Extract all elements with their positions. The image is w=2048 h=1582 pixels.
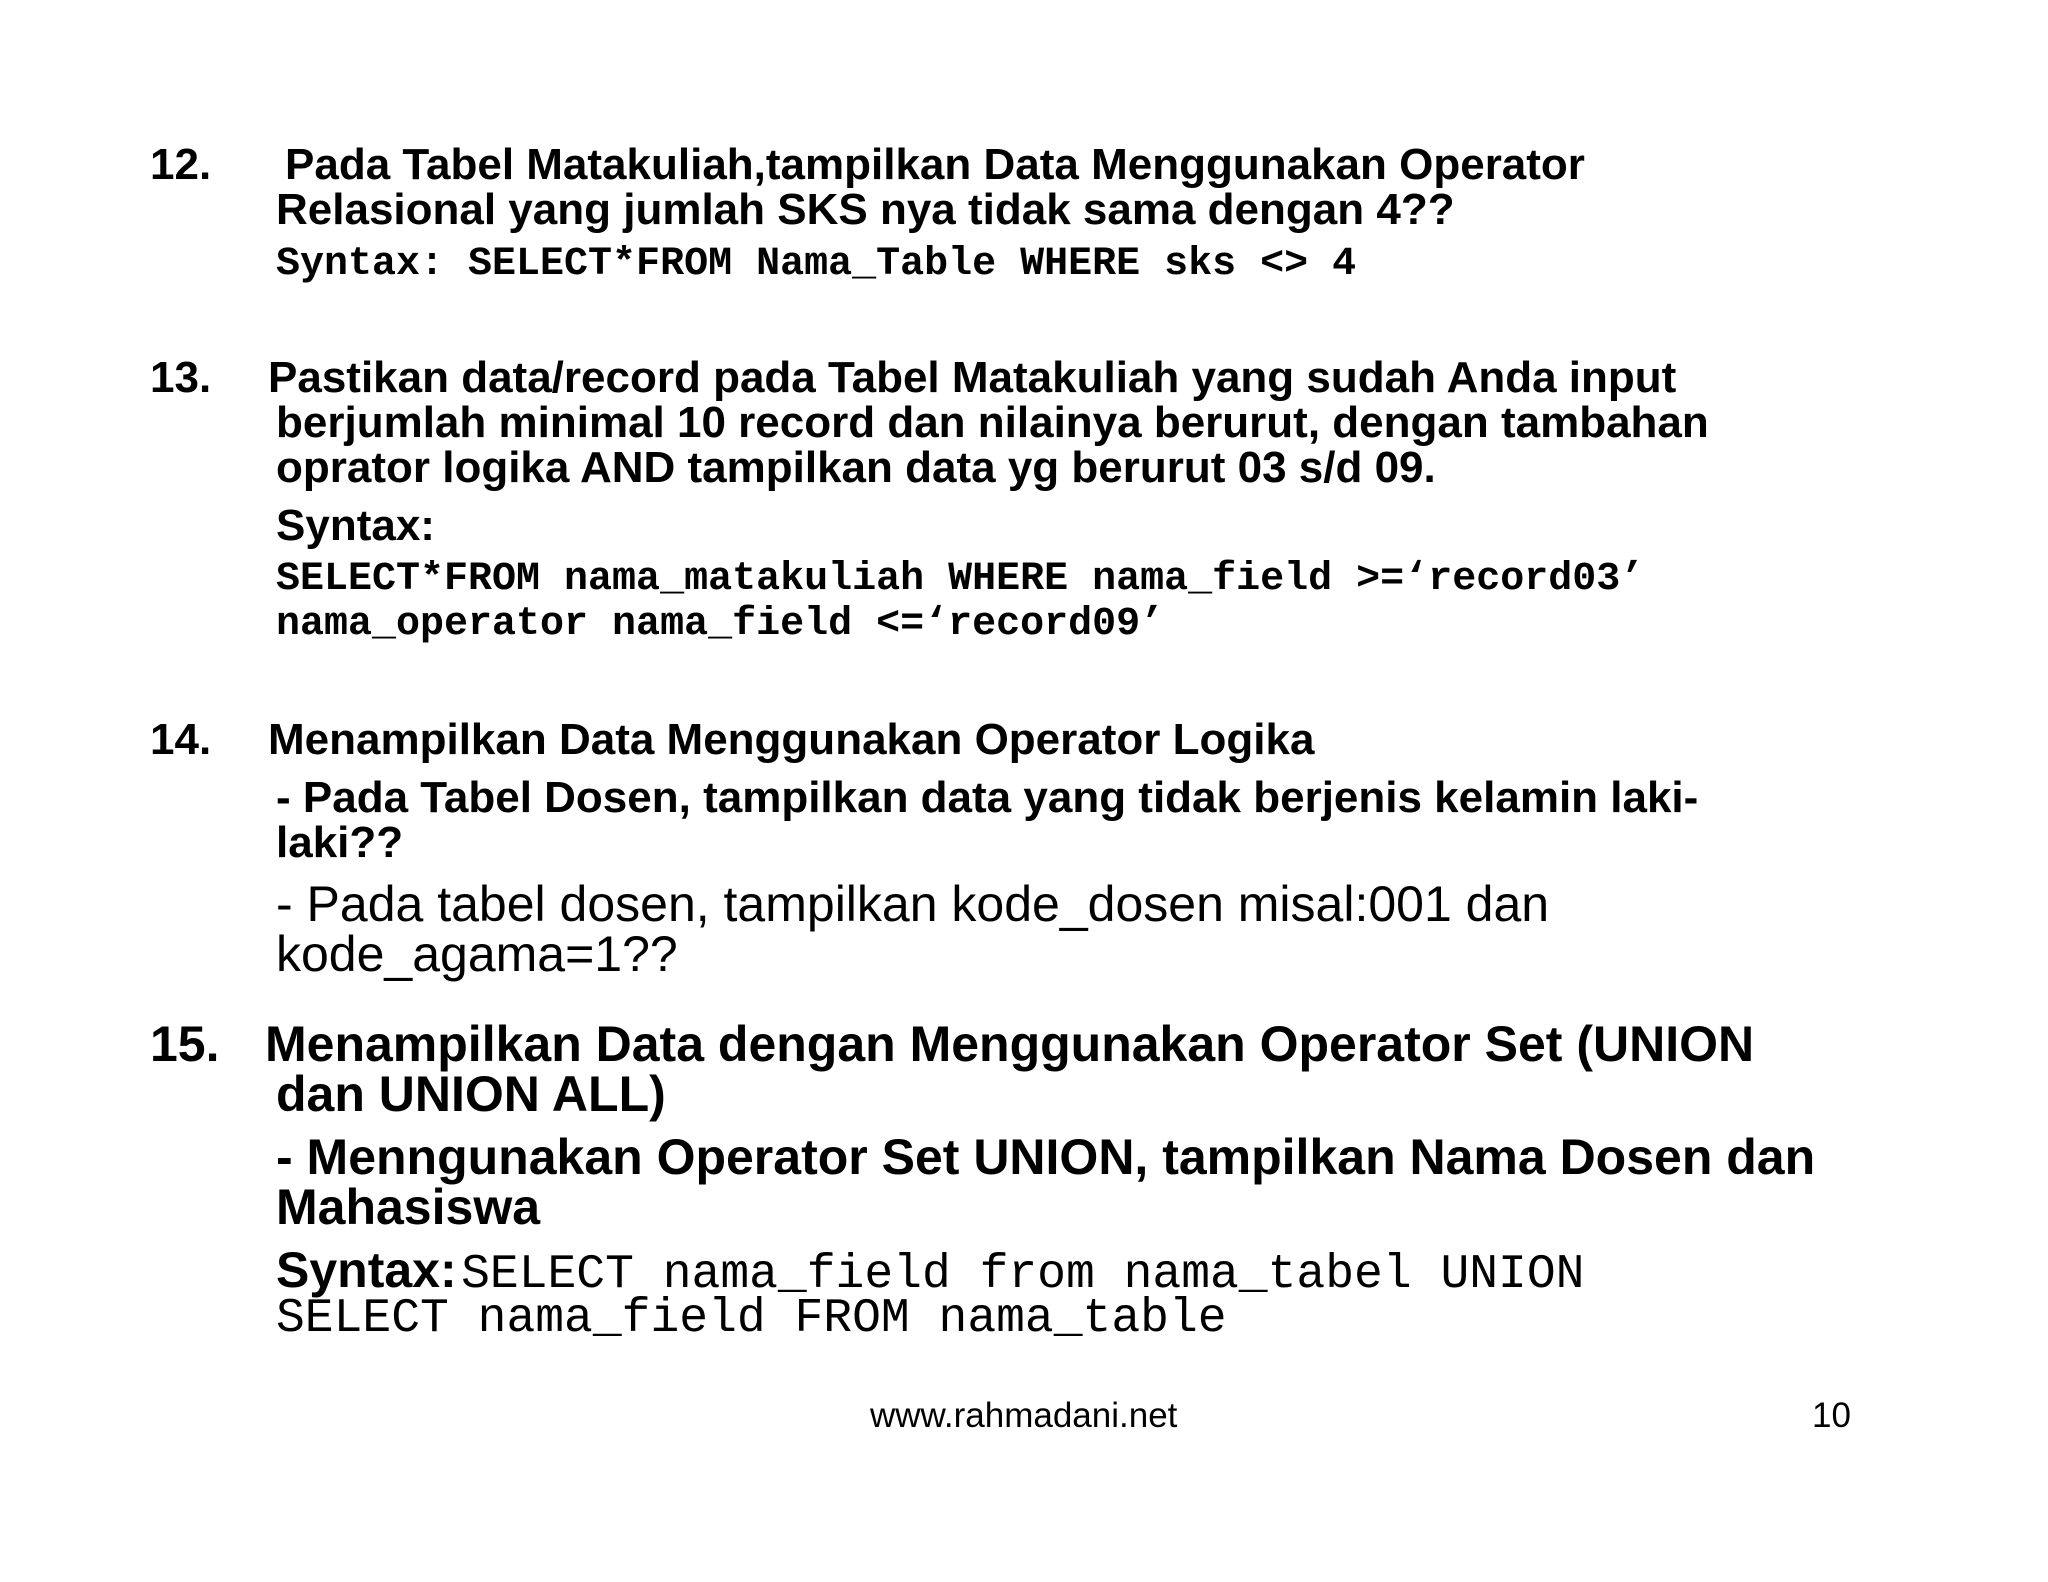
item-bullet-line: - Pada Tabel Dosen, tampilkan data yang tidak berjenis kelamin laki- xyxy=(276,773,1699,822)
item-text-line: berjumlah minimal 10 record dan nilainya berurut, dengan tambahan xyxy=(276,398,1709,447)
syntax-label: Syntax: xyxy=(276,1242,457,1298)
syntax-code: Syntax: SELECT*FROM Nama_Table WHERE sks <> 4 xyxy=(276,242,1357,287)
footer-url: www.rahmadani.net xyxy=(870,1396,1178,1435)
item-text-line: oprator logika AND tampilkan data yg berurut 03 s/d 09. xyxy=(276,443,1436,492)
item-bullet-line: - Pada tabel dosen, tampilkan kode_dosen misal:001 dan xyxy=(276,876,1550,932)
item-bullet-line: kode_agama=1?? xyxy=(276,926,678,982)
item-text-line: Pada Tabel Matakuliah,tampilkan Data Menggunakan Operator xyxy=(285,140,1585,189)
syntax-code: SELECT nama_field from nama_tabel UNION xyxy=(461,1248,1585,1302)
syntax-code: SELECT nama_field FROM nama_table xyxy=(276,1292,1227,1346)
page-number: 10 xyxy=(1812,1396,1851,1435)
item-bullet-line: laki?? xyxy=(276,818,404,867)
item-text-line: Relasional yang jumlah SKS nya tidak sama dengan 4?? xyxy=(276,185,1455,234)
item-number: 15. xyxy=(150,1016,220,1072)
syntax-code: nama_operator nama_field <=‘record09’ xyxy=(276,602,1165,647)
item-heading-line: Menampilkan Data dengan Menggunakan Operator Set (UNION xyxy=(265,1016,1755,1072)
syntax-label: Syntax: xyxy=(276,501,435,550)
item-heading-line: dan UNION ALL) xyxy=(276,1066,666,1122)
item-number: 12. xyxy=(150,140,212,189)
item-heading: Menampilkan Data Menggunakan Operator Logika xyxy=(268,715,1315,764)
item-number: 14. xyxy=(150,715,212,764)
item-number: 13. xyxy=(150,353,212,402)
item-bullet-line: Mahasiswa xyxy=(276,1179,541,1235)
item-bullet-line: - Menngunakan Operator Set UNION, tampilkan Nama Dosen dan xyxy=(276,1129,1816,1185)
item-text-line: Pastikan data/record pada Tabel Matakuliah yang sudah Anda input xyxy=(268,353,1677,402)
syntax-code: SELECT*FROM nama_matakuliah WHERE nama_field >=‘record03’ xyxy=(276,557,1645,602)
